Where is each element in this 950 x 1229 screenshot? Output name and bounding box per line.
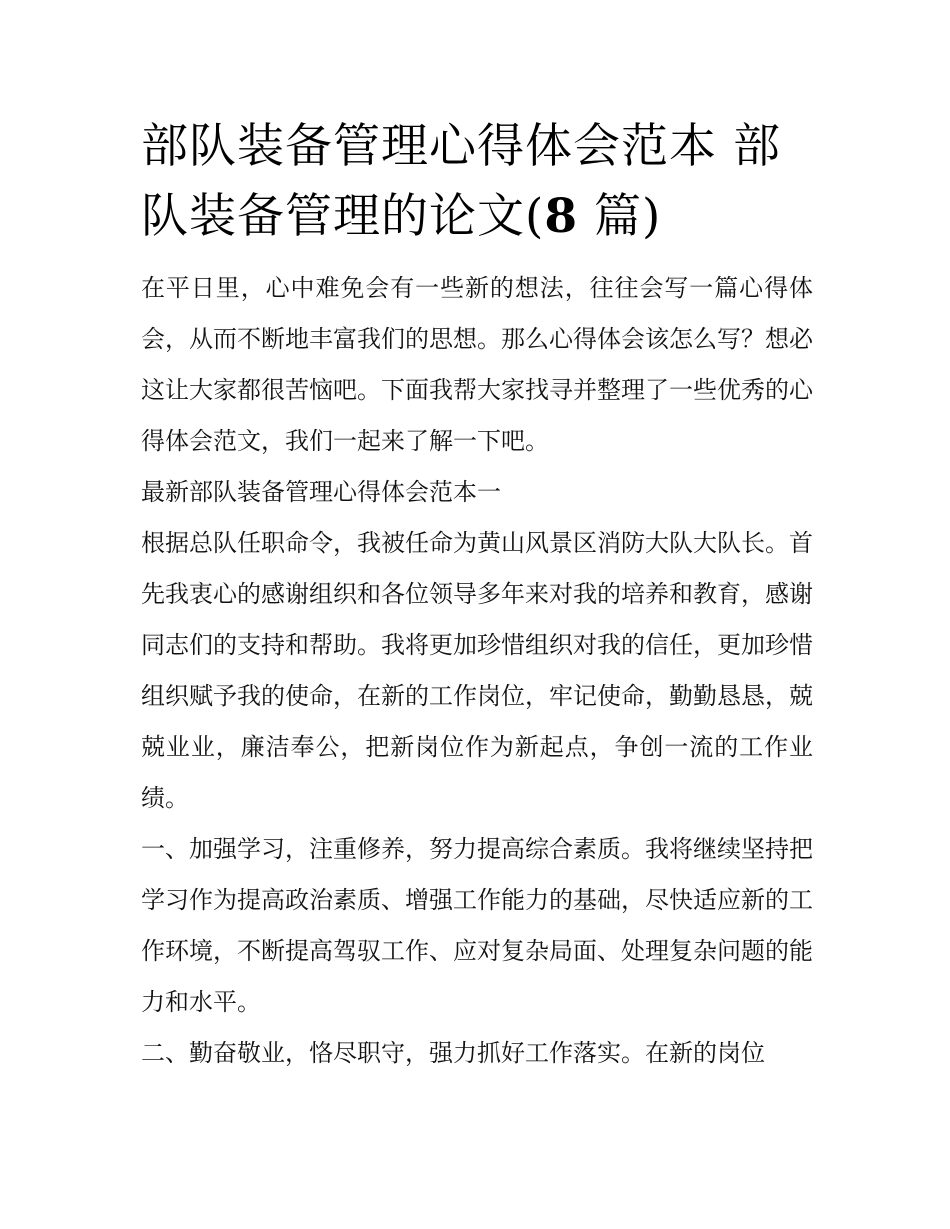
document-body xyxy=(141,263,813,1079)
title-text: 部队装备管理心得体会范本 部队装备管理的论文( xyxy=(141,119,781,244)
title-count: 8 xyxy=(544,189,579,244)
document-title xyxy=(141,112,813,252)
intro-paragraph: 在平日里，心中难免会有一些新的想法，往往会写一篇心得体会，从而不断地丰富我们的思想。那么心得体会该怎么写？想必这让大家都很苦恼吧。下面我帮大家找寻并整理了一些优秀的心得体会范文，我们一起来了解一下吧。 xyxy=(141,274,813,455)
section-heading: 最新部队装备管理心得体会范本一 xyxy=(141,478,501,506)
document-content xyxy=(141,112,813,1079)
title-suffix: 篇) xyxy=(578,189,662,244)
body-paragraph: 二、勤奋敬业，恪尽职守，强力抓好工作落实。在新的岗位 xyxy=(141,1039,765,1067)
body-paragraph: 根据总队任职命令，我被任命为黄山风景区消防大队大队长。首先我衷心的感谢组织和各位领导多年来对我的培养和教育，感谢同志们的支持和帮助。我将更加珍惜组织对我的信任，更加珍惜组织赋予我的使命，在新的工作岗位，牢记使命，勤勤恳恳，兢兢业业，廉洁奉公，把新岗位作为新起点，争创一流的工作业绩。 xyxy=(141,529,813,812)
body-paragraph: 一、加强学习，注重修养，努力提高综合素质。我将继续坚持把学习作为提高政治素质、增强工作能力的基础，尽快适应新的工作环境，不断提高驾驭工作、应对复杂局面、处理复杂问题的能力和水平。 xyxy=(141,835,813,1016)
